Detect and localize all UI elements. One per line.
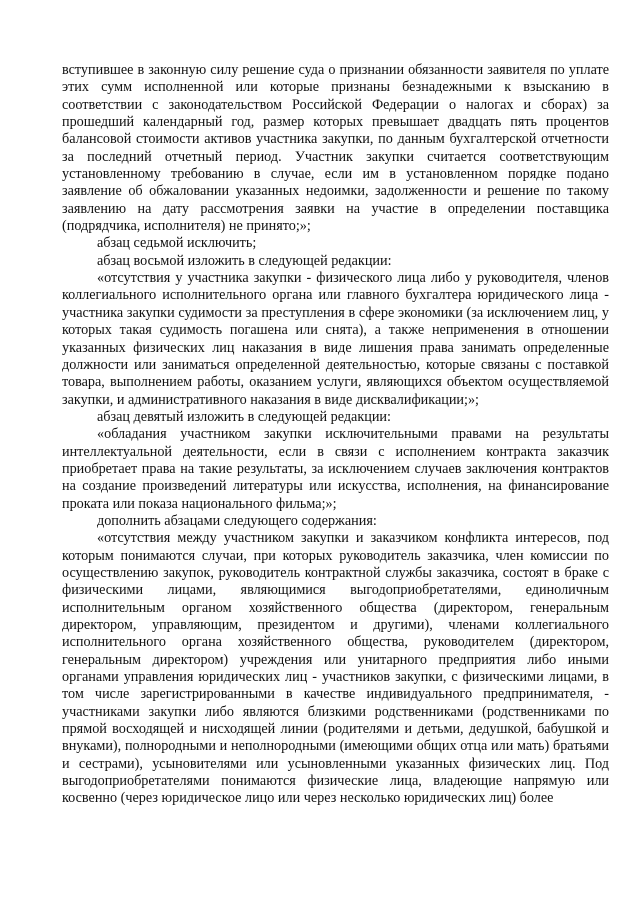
paragraph-ninth-text: «обладания участником закупки исключительными правами на результаты интеллектуальной деятельности, если в связи с исполнением контракта заказчик приобретает права на такие результаты, за исключением случаев заключения контрактов на создание произведений литературы или искусства, исполнения, на финансирование проката или показа национального фильма;»; (62, 426, 609, 512)
document-body (62, 62, 609, 808)
paragraph-seventh-removed: абзац седьмой исключить; (97, 235, 257, 252)
paragraph-ninth-intro: абзац девятый изложить в следующей редакции: (97, 408, 391, 425)
paragraph-eighth-text: «отсутствия у участника закупки - физического лица либо у руководителя, членов коллегиального исполнительного органа или главного бухгалтера юридического лица - участника закупки судимости за преступления в сфере экономики (за исключением лиц, у которых такая судимость погашена или снята), а также неприменения в отношении указанных физических лиц наказания в виде лишения права занимать определенные должности или заниматься определенной деятельностью, которые связаны с поставкой товара, выполнением работы, оказанием услуги, являющихся объектом осуществляемой закупки, и административного наказания в виде дисквалификации;»; (62, 270, 609, 408)
paragraph-eighth-intro: абзац восьмой изложить в следующей редакции: (97, 252, 392, 269)
paragraph-continuation: вступившее в законную силу решение суда о признании обязанности заявителя по уплате этих сумм исполненной или которые признаны безнадежными к взысканию в соответствии с законодательством Российской Федерации о налогах и сборах) за прошедший календарный год, размер которых превышает двадцать пять процентов балансовой стоимости активов участника закупки, по данным бухгалтерской отчетности за последний отчетный период. Участник закупки считается соответствующим установленному требованию в случае, если им в установленном порядке подано заявление об обжаловании указанных недоимки, задолженности и решение по такому заявлению на дату рассмотрения заявки на участие в определении поставщика (подрядчика, исполнителя) не принято;»; (62, 62, 609, 235)
paragraph-supplement-intro: дополнить абзацами следующего содержания: (97, 512, 377, 529)
paragraph-conflict-of-interest: «отсутствия между участником закупки и заказчиком конфликта интересов, под которым понимаются случаи, при которых руководитель заказчика, член комиссии по осуществлению закупок, руководитель контрактной службы заказчика, состоят в браке с физическими лицами, являющимися выгодоприобретателями, единоличным исполнительным органом хозяйственного общества (директором, генеральным директором, управляющим, президентом и другими), членами коллегиального исполнительного органа хозяйственного общества, руководителем (директором, генеральным директором) учреждения или унитарного предприятия либо иными органами управления юридических лиц - участников закупки, с физическими лицами, в том числе зарегистрированными в качестве индивидуального предпринимателя, - участниками закупки либо являются близкими родственниками (родственниками по прямой восходящей и нисходящей линии (родителями и детьми, дедушкой, бабушкой и внуками), полнородными и неполнородными (имеющими общих отца или мать) братьями и сестрами), усыновителями или усыновленными указанных физических лиц. Под выгодоприобретателями понимаются физические лица, владеющие напрямую или косвенно (через юридическое лицо или через несколько юридических лиц) более (62, 530, 609, 807)
